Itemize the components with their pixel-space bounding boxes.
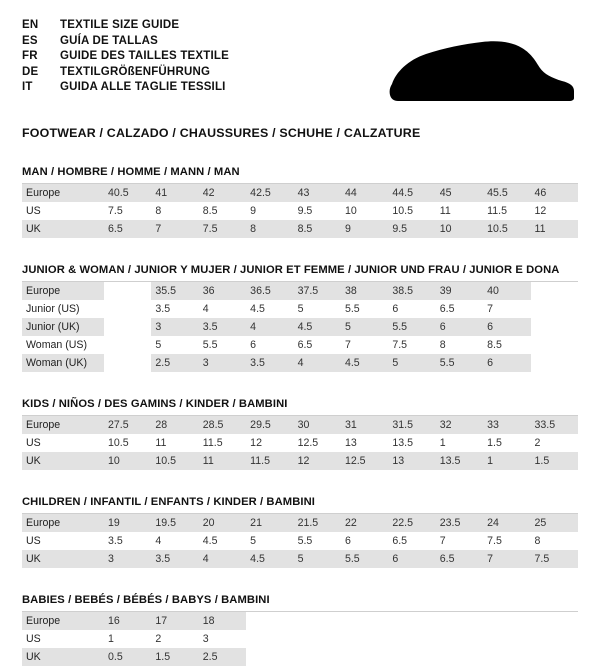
size-cell: 13.5: [392, 437, 413, 449]
size-cell: 12: [534, 205, 547, 217]
size-group: [22, 398, 578, 470]
size-cell: 46: [531, 184, 578, 202]
size-cell: 7.5: [108, 205, 123, 217]
size-cell: 5: [155, 339, 162, 351]
size-cell: 40: [483, 282, 530, 300]
size-cell: [531, 630, 578, 648]
size-cell: [246, 648, 293, 666]
size-cell: 1: [483, 452, 530, 470]
size-cell: 1.5: [531, 452, 578, 470]
size-cell: 33.5: [531, 416, 578, 434]
size-cell: 5: [297, 303, 304, 315]
size-cell: 11: [155, 437, 167, 449]
size-cell: 29.5: [246, 416, 293, 434]
row-label: UK: [22, 220, 104, 238]
size-cell: 3.5: [155, 303, 171, 315]
size-group: [22, 496, 578, 568]
size-cell: 35.5: [151, 282, 198, 300]
size-cell: 6.5: [436, 550, 483, 568]
size-cell: 19: [104, 514, 151, 532]
size-cell: 9: [341, 220, 388, 238]
size-cell: 6: [344, 535, 351, 547]
size-cell: 11.5: [487, 205, 507, 217]
size-cell: 3: [151, 318, 198, 336]
size-cell: 10.5: [392, 205, 413, 217]
size-cell: 5.5: [341, 550, 388, 568]
document-header: [22, 18, 578, 110]
size-cell: [483, 648, 530, 666]
size-cell: 10: [104, 452, 151, 470]
size-cell: 5.5: [297, 535, 313, 547]
size-cell: 6: [392, 303, 399, 315]
size-cell: 6: [483, 354, 530, 372]
size-cell: 5: [250, 535, 257, 547]
size-cell: 10.5: [483, 220, 530, 238]
size-cell: 44: [341, 184, 388, 202]
language-title: GUIDA ALLE TAGLIE TESSILI: [60, 81, 226, 94]
language-code: FR: [22, 50, 38, 63]
size-cell: 44.5: [388, 184, 435, 202]
size-cell: 3: [104, 550, 151, 568]
size-cell: 36: [199, 282, 246, 300]
size-cell: 28: [151, 416, 198, 434]
size-group: [22, 264, 578, 372]
size-cell: [104, 336, 151, 354]
language-code: IT: [22, 81, 33, 94]
size-cell: 32: [436, 416, 483, 434]
size-cell: 13.5: [436, 452, 483, 470]
size-cell: 3: [199, 354, 246, 372]
size-cell: [531, 648, 578, 666]
language-title: TEXTILGRÖßENFÜHRUNG: [60, 65, 211, 78]
size-cell: 37.5: [294, 282, 341, 300]
size-cell: 12.5: [341, 452, 388, 470]
size-table: [22, 282, 578, 372]
size-cell: 31.5: [388, 416, 435, 434]
table-row: [22, 648, 578, 666]
size-group-title: CHILDREN / INFANTIL / ENFANTS / KINDER / BAMBINI: [22, 496, 578, 514]
size-cell: 42.5: [246, 184, 293, 202]
size-cell: 11: [531, 220, 578, 238]
size-cell: [483, 612, 530, 630]
table-row: [22, 550, 578, 568]
size-cell: 36.5: [246, 282, 293, 300]
size-cell: 8.5: [202, 205, 218, 217]
footwear-section-title: FOOTWEAR / CALZADO / CHAUSSURES / SCHUHE / CALZATURE: [22, 126, 421, 140]
size-group-title: MAN / HOMBRE / HOMME / MANN / MAN: [22, 166, 578, 184]
size-table: [22, 612, 578, 666]
size-cell: 10: [344, 205, 357, 217]
size-cell: 45: [436, 184, 483, 202]
row-label: Europe: [22, 282, 104, 300]
size-cell: 45.5: [483, 184, 530, 202]
size-cell: 1.5: [151, 648, 198, 666]
size-cell: 9.5: [297, 205, 313, 217]
size-cell: [531, 354, 578, 372]
table-row: [22, 336, 578, 354]
language-code: ES: [22, 34, 38, 47]
size-cell: 12.5: [297, 437, 319, 449]
size-cell: [531, 282, 578, 300]
size-cell: 4.5: [202, 535, 218, 547]
size-cell: 7: [439, 535, 446, 547]
size-cell: 5.5: [344, 303, 360, 315]
size-cell: 8: [439, 339, 446, 351]
size-group-title: BABIES / BEBÉS / BÉBÉS / BABYS / BAMBINI: [22, 594, 578, 612]
size-cell: 41: [151, 184, 198, 202]
size-cell: 7: [151, 220, 198, 238]
row-label: US: [26, 437, 41, 449]
language-title: GUÍA DE TALLAS: [60, 34, 158, 47]
size-cell: 16: [104, 612, 151, 630]
table-row: [22, 630, 578, 648]
size-cell: 20: [199, 514, 246, 532]
size-cell: [531, 336, 578, 354]
row-label: Europe: [22, 612, 104, 630]
size-cell: [531, 612, 578, 630]
size-cell: 3.5: [108, 535, 123, 547]
size-cell: 11: [439, 205, 451, 217]
size-cell: 38.5: [388, 282, 435, 300]
size-cell: 3.5: [246, 354, 293, 372]
size-cell: 6.5: [104, 220, 151, 238]
size-cell: [294, 648, 341, 666]
row-label: Europe: [22, 416, 104, 434]
size-cell: [388, 630, 435, 648]
size-cell: 22.5: [388, 514, 435, 532]
size-cell: [104, 318, 151, 336]
size-cell: 8.5: [294, 220, 341, 238]
size-cell: 8: [155, 205, 162, 217]
size-cell: 9: [250, 205, 257, 217]
table-row: [22, 184, 578, 202]
size-cell: 2: [534, 437, 541, 449]
size-cell: 5.5: [202, 339, 218, 351]
size-cell: [341, 630, 388, 648]
size-cell: 4.5: [246, 550, 293, 568]
size-cell: 28.5: [199, 416, 246, 434]
size-cell: 5.5: [436, 354, 483, 372]
size-cell: 40.5: [104, 184, 151, 202]
size-cell: 4.5: [250, 303, 265, 315]
size-cell: 7.5: [531, 550, 578, 568]
size-cell: 6: [250, 339, 257, 351]
size-cell: [388, 612, 435, 630]
size-cell: [246, 630, 293, 648]
size-cell: 21.5: [294, 514, 341, 532]
size-cell: 10.5: [151, 452, 198, 470]
table-row: [22, 452, 578, 470]
size-cell: [104, 282, 151, 300]
size-cell: [294, 630, 341, 648]
row-label: US: [26, 535, 41, 547]
size-cell: 7.5: [199, 220, 246, 238]
size-cell: 4: [199, 550, 246, 568]
size-cell: 1: [439, 437, 446, 449]
size-cell: 38: [341, 282, 388, 300]
size-cell: 8: [246, 220, 293, 238]
table-row: [22, 416, 578, 434]
language-title: TEXTILE SIZE GUIDE: [60, 19, 180, 31]
size-cell: 6: [483, 318, 530, 336]
size-cell: 7: [483, 550, 530, 568]
size-tables: [22, 166, 578, 666]
size-cell: [436, 630, 483, 648]
size-cell: 5.5: [388, 318, 435, 336]
dress-shoe-icon: [386, 36, 576, 108]
row-label: UK: [22, 452, 104, 470]
row-label: UK: [22, 550, 104, 568]
language-code: DE: [22, 65, 39, 78]
size-cell: 6: [436, 318, 483, 336]
size-table: [22, 416, 578, 470]
size-cell: 5: [294, 550, 341, 568]
size-cell: 4: [202, 303, 209, 315]
size-cell: 21: [246, 514, 293, 532]
size-cell: 11.5: [246, 452, 293, 470]
table-row: [22, 532, 578, 550]
size-cell: 3: [202, 633, 209, 645]
size-cell: 3.5: [151, 550, 198, 568]
size-cell: 12: [294, 452, 341, 470]
size-cell: 39: [436, 282, 483, 300]
size-cell: 13: [344, 437, 357, 449]
size-table: [22, 184, 578, 238]
size-cell: [104, 300, 151, 318]
size-cell: 9.5: [388, 220, 435, 238]
row-label: Woman (UK): [22, 354, 104, 372]
size-cell: 4.5: [294, 318, 341, 336]
size-cell: 25: [531, 514, 578, 532]
table-row: [22, 202, 578, 220]
size-cell: [104, 354, 151, 372]
size-cell: 11: [199, 452, 246, 470]
row-label: Europe: [22, 514, 104, 532]
size-cell: 11.5: [202, 437, 223, 449]
size-cell: 1.5: [487, 437, 502, 449]
size-group: [22, 166, 578, 238]
size-cell: 5: [388, 354, 435, 372]
row-label: US: [26, 205, 41, 217]
size-cell: 7: [487, 303, 494, 315]
size-cell: 30: [294, 416, 341, 434]
size-cell: 10: [436, 220, 483, 238]
row-label: Woman (US): [26, 339, 88, 351]
size-cell: [246, 612, 293, 630]
size-cell: [531, 300, 578, 318]
size-cell: 1: [108, 633, 114, 645]
size-cell: 2: [155, 633, 162, 645]
size-cell: 6: [388, 550, 435, 568]
table-row: [22, 354, 578, 372]
size-cell: [341, 612, 388, 630]
size-cell: 7: [344, 339, 351, 351]
table-row: [22, 318, 578, 336]
size-cell: 8.5: [487, 339, 502, 351]
size-group-title: KIDS / NIÑOS / DES GAMINS / KINDER / BAMBINI: [22, 398, 578, 416]
size-cell: 7.5: [487, 535, 502, 547]
size-cell: [436, 612, 483, 630]
size-cell: 6.5: [392, 535, 408, 547]
table-row: [22, 300, 578, 318]
row-label: Junior (UK): [22, 318, 104, 336]
size-cell: 0.5: [104, 648, 151, 666]
size-cell: 4: [246, 318, 293, 336]
size-cell: 12: [250, 437, 262, 449]
size-cell: 13: [388, 452, 435, 470]
size-cell: 22: [341, 514, 388, 532]
table-row: [22, 514, 578, 532]
row-label: UK: [22, 648, 104, 666]
size-cell: 8: [534, 535, 541, 547]
size-cell: 2.5: [151, 354, 198, 372]
size-cell: 31: [341, 416, 388, 434]
size-cell: [483, 630, 530, 648]
size-cell: [341, 648, 388, 666]
size-cell: 33: [483, 416, 530, 434]
size-cell: 2.5: [199, 648, 246, 666]
size-cell: 23.5: [436, 514, 483, 532]
row-label: US: [26, 633, 41, 645]
size-group: [22, 594, 578, 666]
size-cell: 17: [151, 612, 198, 630]
size-cell: 5: [341, 318, 388, 336]
size-cell: 4: [155, 535, 162, 547]
size-cell: 42: [199, 184, 246, 202]
size-cell: 7.5: [392, 339, 408, 351]
size-cell: 19.5: [151, 514, 198, 532]
size-cell: 4: [294, 354, 341, 372]
language-title: GUIDE DES TAILLES TEXTILE: [60, 50, 229, 63]
table-row: [22, 434, 578, 452]
language-code: EN: [22, 19, 39, 31]
size-cell: 3.5: [199, 318, 246, 336]
size-cell: [388, 648, 435, 666]
language-row: [22, 18, 578, 34]
size-cell: 27.5: [104, 416, 151, 434]
size-cell: [531, 318, 578, 336]
size-cell: [294, 612, 341, 630]
size-cell: 4.5: [341, 354, 388, 372]
table-row: [22, 220, 578, 238]
size-table: [22, 514, 578, 568]
table-row: [22, 612, 578, 630]
size-cell: [436, 648, 483, 666]
row-label: Europe: [22, 184, 104, 202]
size-cell: 43: [294, 184, 341, 202]
size-cell: 18: [199, 612, 246, 630]
size-cell: 6.5: [439, 303, 455, 315]
size-cell: 24: [483, 514, 530, 532]
size-cell: 10.5: [108, 437, 129, 449]
row-label: Junior (US): [26, 303, 80, 315]
table-row: [22, 282, 578, 300]
size-group-title: JUNIOR & WOMAN / JUNIOR Y MUJER / JUNIOR ET FEMME / JUNIOR UND FRAU / JUNIOR E DONA: [22, 264, 578, 282]
size-cell: 6.5: [297, 339, 313, 351]
